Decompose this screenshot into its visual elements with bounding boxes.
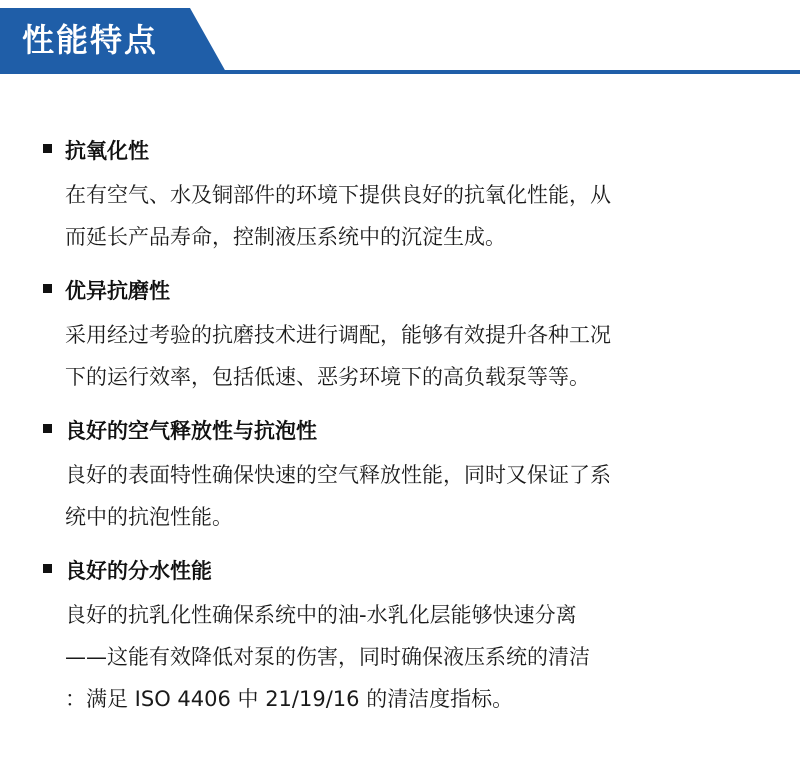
description-line: 下的运行效率，包括低速、恶劣环境下的高负载泵等等。 bbox=[65, 365, 590, 389]
feature-section-antiwear bbox=[0, 270, 800, 398]
feature-description bbox=[65, 594, 730, 720]
page-title: 性能特点 bbox=[22, 21, 159, 59]
feature-heading bbox=[0, 550, 800, 594]
feature-description bbox=[65, 174, 730, 258]
description-line: ——这能有效降低对泵的伤害，同时确保液压系统的清洁 bbox=[65, 645, 590, 669]
description-line: ：满足 ISO 4406 中 21/19/16 的清洁度指标。 bbox=[65, 687, 514, 711]
feature-section-air-release bbox=[0, 410, 800, 538]
feature-title: 良好的分水性能 bbox=[65, 559, 212, 583]
square-bullet-icon bbox=[43, 424, 52, 433]
feature-heading bbox=[0, 410, 800, 454]
feature-title: 良好的空气释放性与抗泡性 bbox=[65, 419, 317, 443]
feature-title: 优异抗磨性 bbox=[65, 279, 170, 303]
description-line: 良好的抗乳化性确保系统中的油-水乳化层能够快速分离 bbox=[65, 603, 577, 627]
description-line: 在有空气、水及铜部件的环境下提供良好的抗氧化性能，从 bbox=[65, 183, 611, 207]
feature-title: 抗氧化性 bbox=[65, 139, 149, 163]
feature-list bbox=[0, 130, 800, 732]
square-bullet-icon bbox=[43, 284, 52, 293]
description-line: 统中的抗泡性能。 bbox=[65, 505, 233, 529]
feature-description bbox=[65, 454, 730, 538]
description-line: 采用经过考验的抗磨技术进行调配，能够有效提升各种工况 bbox=[65, 323, 611, 347]
feature-description bbox=[65, 314, 730, 398]
square-bullet-icon bbox=[43, 144, 52, 153]
feature-section-water-separation bbox=[0, 550, 800, 720]
feature-heading bbox=[0, 270, 800, 314]
section-header bbox=[0, 0, 800, 80]
feature-heading bbox=[0, 130, 800, 174]
square-bullet-icon bbox=[43, 564, 52, 573]
description-line: 而延长产品寿命，控制液压系统中的沉淀生成。 bbox=[65, 225, 506, 249]
description-line: 良好的表面特性确保快速的空气释放性能，同时又保证了系 bbox=[65, 463, 611, 487]
feature-section-antioxidation bbox=[0, 130, 800, 258]
